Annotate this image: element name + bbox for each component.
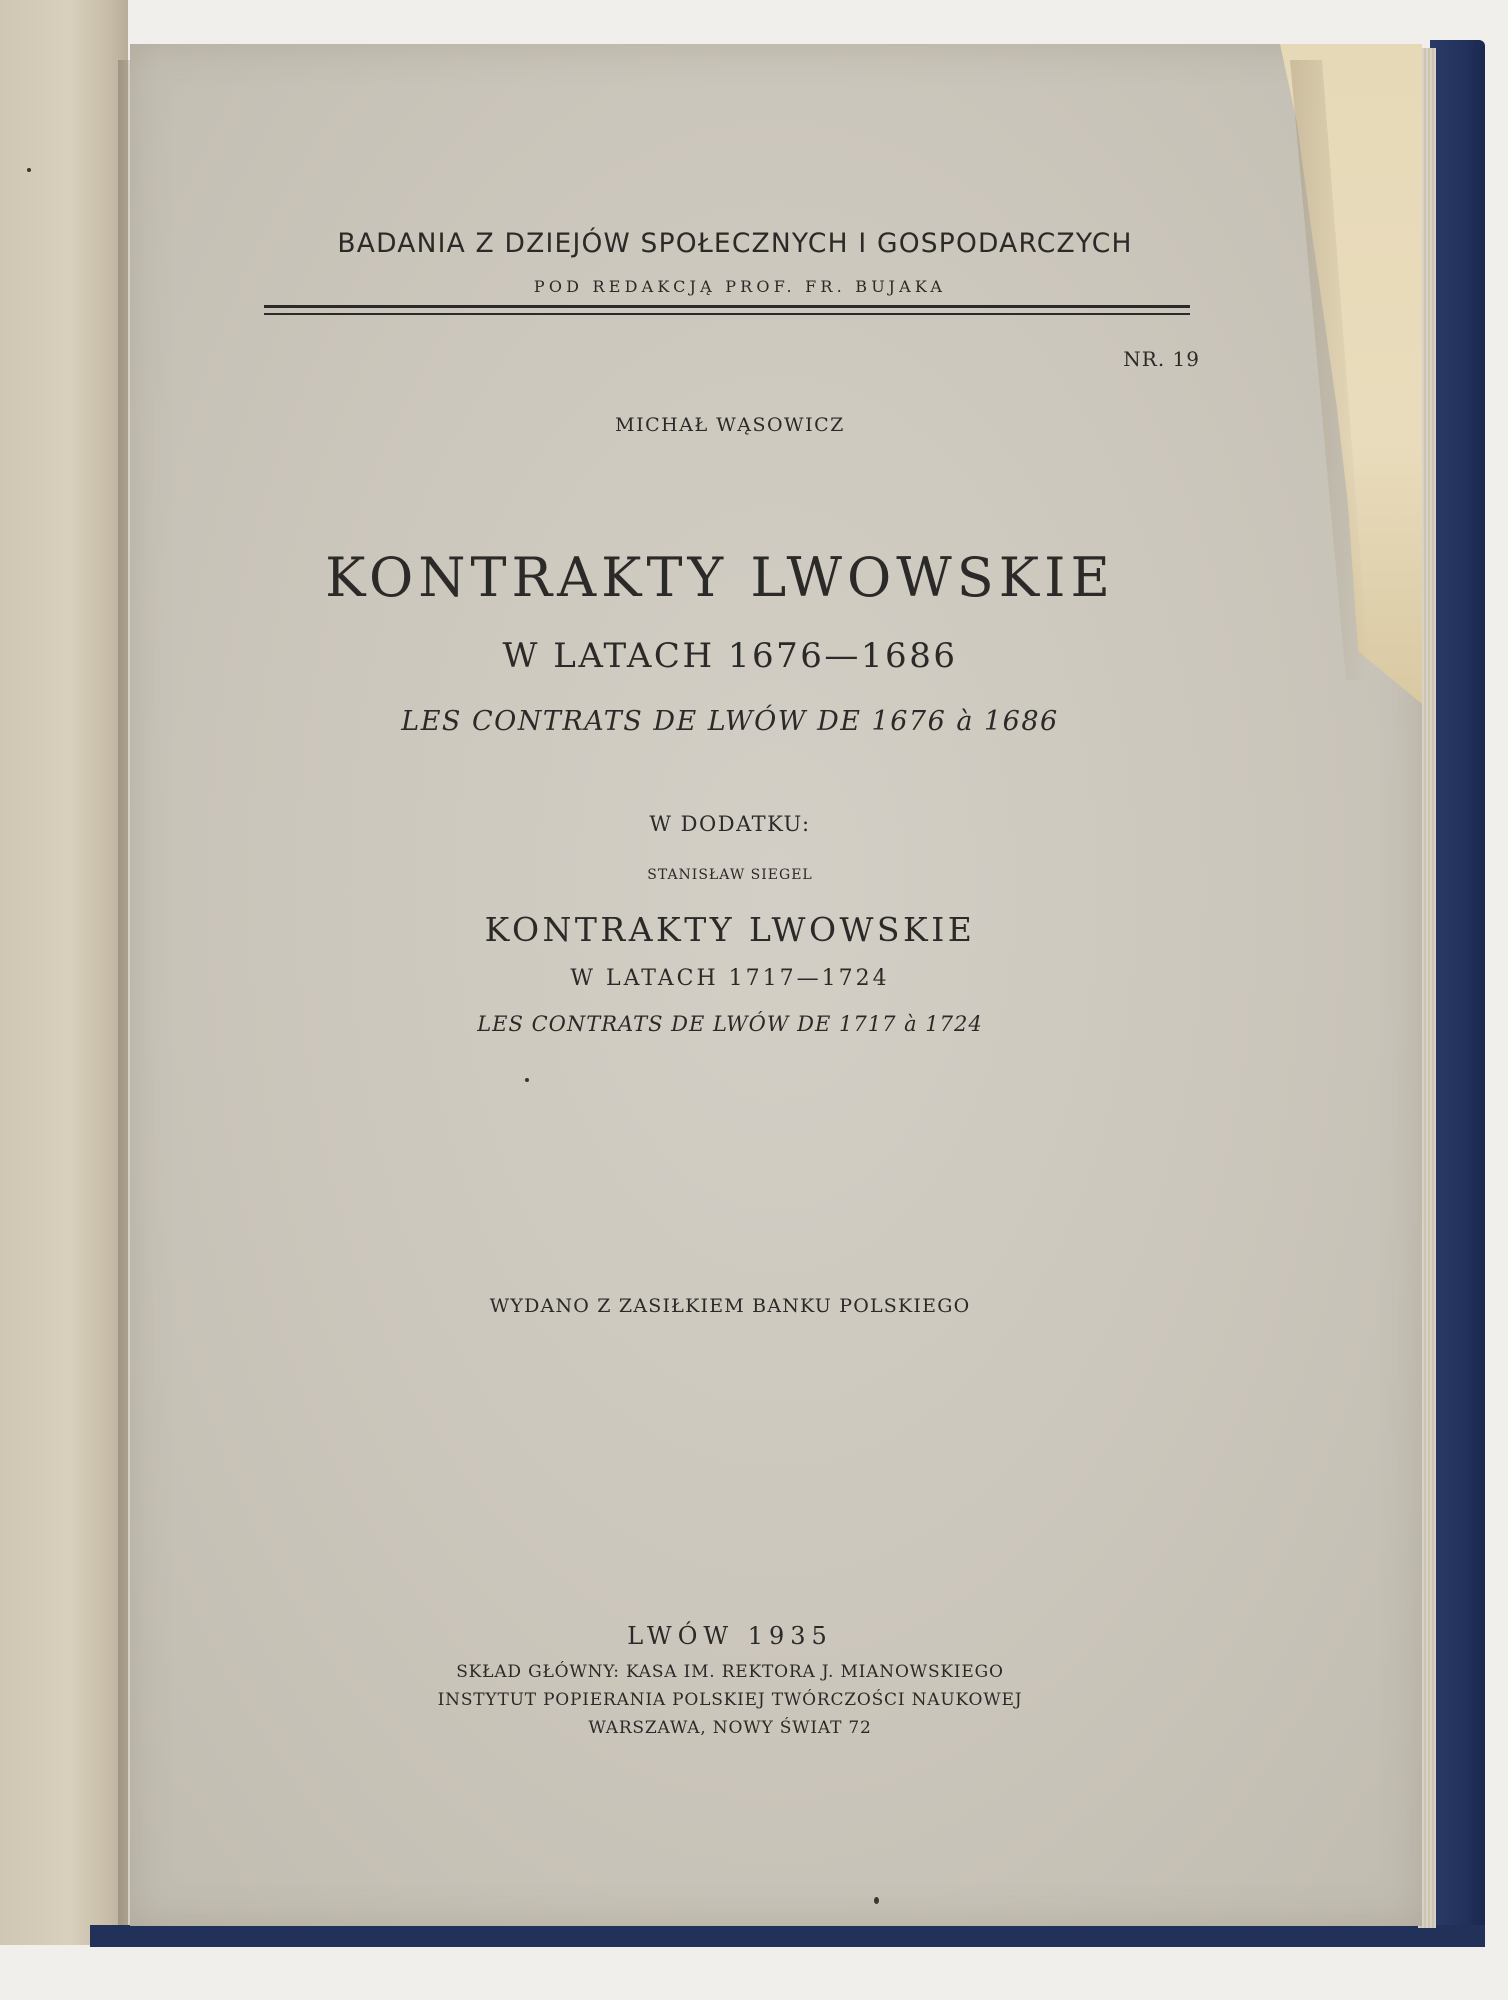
imprint-line-2: INSTYTUT POPIERANIA POLSKIEJ TWÓRCZOŚCI NAUKOWEJ	[437, 1690, 1023, 1710]
facing-page	[0, 0, 128, 1945]
supplement-french-title: LES CONTRATS DE LWÓW DE 1717 à 1724	[477, 1012, 983, 1036]
supplement-subtitle: W LATACH 1717—1724	[570, 966, 890, 991]
series-number: NR. 19	[1123, 347, 1200, 371]
main-french-title: LES CONTRATS DE LWÓW DE 1676 à 1686	[401, 706, 1059, 737]
series-title: BADANIA Z DZIEJÓW SPOŁECZNYCH I GOSPODARCZYCH	[337, 228, 1133, 259]
paper-speck	[525, 1078, 529, 1082]
imprint-place-year: LWÓW 1935	[627, 1622, 833, 1650]
grant-note: WYDANO Z ZASIŁKIEM BANKU POLSKIEGO	[489, 1295, 971, 1317]
editor-line: POD REDAKCJĄ PROF. FR. BUJAKA	[533, 277, 947, 296]
paper-speck	[27, 168, 31, 172]
header-rule-thick	[264, 305, 1190, 308]
main-author: MICHAŁ WĄSOWICZ	[615, 414, 845, 436]
header-rule-thin	[264, 313, 1190, 315]
main-subtitle: W LATACH 1676—1686	[502, 636, 958, 676]
supplement-title: KONTRAKTY LWOWSKIE	[484, 910, 976, 949]
imprint-line-1: SKŁAD GŁÓWNY: KASA IM. REKTORA J. MIANOWSKIEGO	[456, 1662, 1004, 1682]
book-cover-bottom	[90, 1925, 1485, 1947]
paper-speck	[874, 1897, 879, 1904]
book-cover-edge	[1430, 40, 1485, 1945]
supplement-label: W DODATKU:	[649, 812, 811, 836]
main-title: KONTRAKTY LWOWSKIE	[325, 546, 1115, 609]
imprint-line-3: WARSZAWA, NOWY ŚWIAT 72	[588, 1718, 872, 1738]
supplement-author: STANISŁAW SIEGEL	[647, 867, 813, 883]
